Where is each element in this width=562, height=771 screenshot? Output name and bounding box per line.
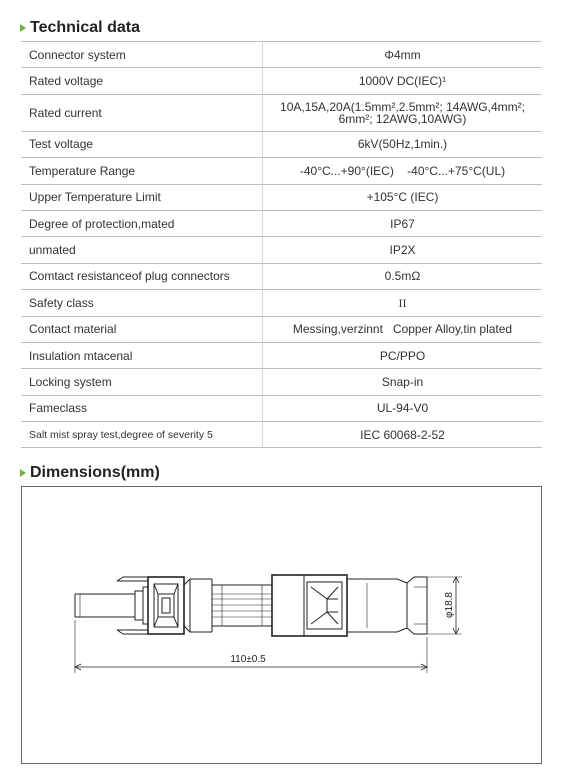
table-row <box>21 422 542 448</box>
technical-data-heading <box>20 19 140 37</box>
spec-value: 0.5mΩ <box>263 263 543 289</box>
table-row <box>21 131 542 157</box>
table-row <box>21 290 542 316</box>
bullet-triangle-icon <box>20 469 26 477</box>
spec-key: Test voltage <box>21 131 263 157</box>
spec-value: -40°C...+90°(IEC) -40°C...+75°C(UL) <box>263 158 543 184</box>
spec-value: UL-94-V0 <box>263 395 543 421</box>
section-title: Dimensions(mm) <box>30 464 160 481</box>
diameter-dimension-label: φ18.8 <box>444 592 455 618</box>
table-row <box>21 342 542 368</box>
spec-key: Rated voltage <box>21 68 263 94</box>
table-row <box>21 158 542 184</box>
spec-key: Upper Temperature Limit <box>21 184 263 210</box>
spec-value-line: 6mm²; 12AWG,10AWG) <box>338 111 467 126</box>
spec-value: 6kV(50Hz,1min.) <box>263 131 543 157</box>
dimensions-heading <box>20 464 160 482</box>
spec-key: Safety class <box>21 290 263 316</box>
spec-value: II <box>263 290 543 316</box>
table-row <box>21 395 542 421</box>
table-row <box>21 237 542 263</box>
spec-key: Degree of protection,mated <box>21 210 263 236</box>
technical-data-table <box>21 41 542 448</box>
spec-key: Insulation mtacenal <box>21 342 263 368</box>
spec-key: unmated <box>21 237 263 263</box>
table-row <box>21 316 542 342</box>
table-row <box>21 68 542 94</box>
spec-key: Fameclass <box>21 395 263 421</box>
length-dimension-label: 110±0.5 <box>230 654 266 665</box>
table-row <box>21 263 542 289</box>
spec-value <box>263 94 543 131</box>
table-row <box>21 42 542 68</box>
spec-key: Connector system <box>21 42 263 68</box>
spec-key: Rated current <box>21 94 263 131</box>
bullet-triangle-icon <box>20 24 26 32</box>
spec-key: Comtact resistanceof plug connectors <box>21 263 263 289</box>
spec-value: Φ4mm <box>263 42 543 68</box>
spec-value: Snap-in <box>263 369 543 395</box>
cable-drawing <box>75 594 135 617</box>
ribbed-body-drawing <box>184 579 272 632</box>
spec-key: Temperature Range <box>21 158 263 184</box>
spec-value: +105°C (IEC) <box>263 184 543 210</box>
section-title: Technical data <box>30 19 140 36</box>
spec-value: IP2X <box>263 237 543 263</box>
spec-value: 1000V DC(IEC)¹ <box>263 68 543 94</box>
spec-value: IEC 60068-2-52 <box>263 422 543 448</box>
table-row <box>21 94 542 131</box>
cable-gland-drawing <box>117 577 148 634</box>
spec-key: Salt mist spray test,degree of severity 5 <box>21 422 263 448</box>
coupling-nut-drawing <box>347 577 427 634</box>
table-row <box>21 210 542 236</box>
connector-drawing <box>22 487 541 763</box>
spec-key: Contact material <box>21 316 263 342</box>
right-housing-drawing <box>272 575 347 636</box>
spec-value-line: 10A,15A,20A(1.5mm²,2.5mm²; 14AWG,4mm²; <box>280 99 525 114</box>
spec-value: IP67 <box>263 210 543 236</box>
dimension-drawing-frame <box>21 486 542 764</box>
table-row <box>21 369 542 395</box>
spec-value: PC/PPO <box>263 342 543 368</box>
left-housing-drawing <box>148 577 184 634</box>
table-row <box>21 184 542 210</box>
spec-value: Messing,verzinnt Copper Alloy,tin plated <box>263 316 543 342</box>
length-dimension-line <box>75 620 427 673</box>
spec-key: Locking system <box>21 369 263 395</box>
